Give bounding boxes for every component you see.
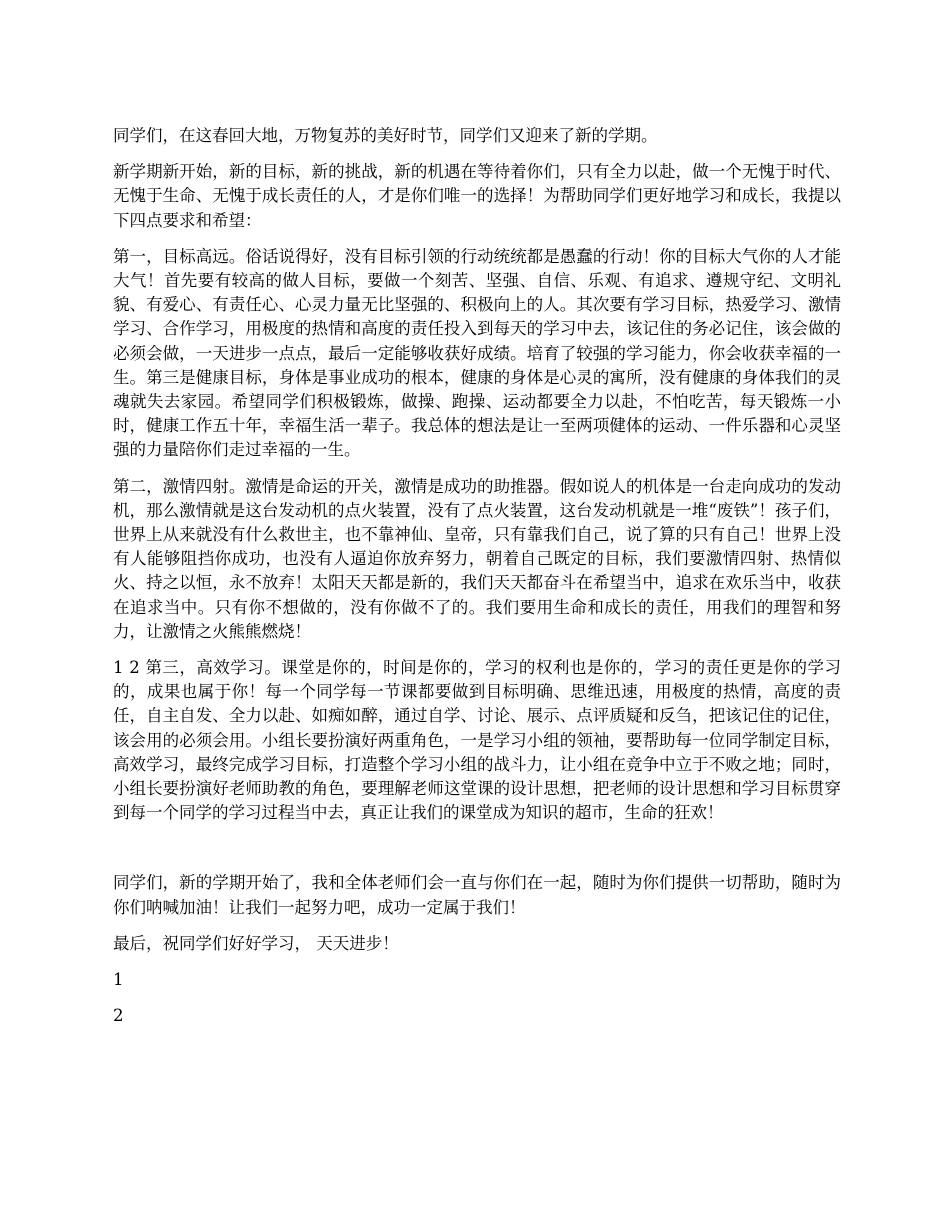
paragraph-intro: 新学期新开始，新的目标，新的挑战，新的机遇在等待着你们，只有全力以赴，做一个无愧于时代、无愧于生命、无愧于成长责任的人，才是你们唯一的选择！为帮助同学们更好地学习和成长，我提以下四点要求和希望：	[113, 162, 841, 230]
paragraph-point-one: 第一，目标高远。俗话说得好，没有目标引领的行动统统都是愚蠢的行动！你的目标大气你的人才能大气！首先要有较高的做人目标，要做一个刻苦、坚强、自信、乐观、有追求、遵规守纪、文明礼貌、有爱心、有责任心、心灵力量无比坚强的、积极向上的人。其次要有学习目标，热爱学习、激情学习、合作学习，用极度的热情和高度的责任投入到每天的学习中去，该记住的务必记住，该会做的必须会做，一天进步一点点，最后一定能够收获好成绩。培育了较强的学习能力，你会收获幸福的一生。第三是健康目标，身体是事业成功的根本，健康的身体是心灵的寓所，没有健康的身体我们的灵魂就失去家园。希望同学们积极锻炼，做操、跑操、运动都要全力以赴，不怕吃苦，每天锻炼一小时，健康工作五十年，幸福生活一辈子。我总体的想法是让一至两项健体的运动、一件乐器和心灵坚强的力量陪你们走过幸福的一生。	[113, 246, 841, 460]
paragraph-closing: 同学们，新的学期开始了，我和全体老师们会一直与你们在一起，随时为你们提供一切帮助，随时为你们呐喊加油！让我们一起努力吧，成功一定属于我们！	[113, 873, 841, 917]
paragraph-wishes: 最后，祝同学们好好学习， 天天进步！	[113, 933, 399, 953]
blank-gap	[113, 837, 841, 871]
paragraph-point-two: 第二，激情四射。激情是命运的开关，激情是成功的助推器。假如说人的机体是一台走向成功的发动机，那么激情就是这台发动机的点火装置，没有了点火装置，这台发动机就是一堆“废铁”！孩子们，世界上从来就没有什么救世主，也不靠神仙、皇帝，只有靠我们自己，说了算的只有自己！世界上没有人能够阻挡你成功，也没有人逼迫你放弃努力，朝着自己既定的目标，我们要激情四射、热情似火、持之以恒，永不放弃！太阳天天都是新的，我们天天都奋斗在希望当中，追求在欢乐当中，收获在追求当中。只有你不想做的，没有你做不了的。我们要用生命和成长的责任，用我们的理智和努力，让激情之火熊熊燃烧！	[113, 476, 841, 641]
paragraph-greeting: 同学们，在这春回大地，万物复苏的美好时节，同学们又迎来了新的学期。	[113, 126, 658, 145]
document-body	[113, 124, 841, 1041]
paragraph-point-three: 1 2 第三，高效学习。课堂是你的，时间是你的，学习的权利也是你的，学习的责任更是你的学习的，成果也属于你！每一个同学每一节课都要做到目标明确、思维迅速，用极度的热情，高度的责任，自主自发、全力以赴、如痴如醉，通过自学、讨论、展示、点评质疑和反刍，把该记住的记住，该会用的必须会用。小组长要扮演好两重角色，一是学习小组的领袖，要帮助每一位同学制定目标，高效学习，最终完成学习目标，打造整个学习小组的战斗力，让小组在竞争中立于不败之地；同时，小组长要扮演好老师助教的角色，要理解老师这堂课的设计思想，把老师的设计思想和学习目标贯穿到每一个同学的学习过程当中去，真正让我们的课堂成为知识的超市，生命的狂欢！	[113, 658, 841, 823]
page-number-1: 1	[113, 970, 124, 990]
page-number-2: 2	[113, 1006, 124, 1026]
